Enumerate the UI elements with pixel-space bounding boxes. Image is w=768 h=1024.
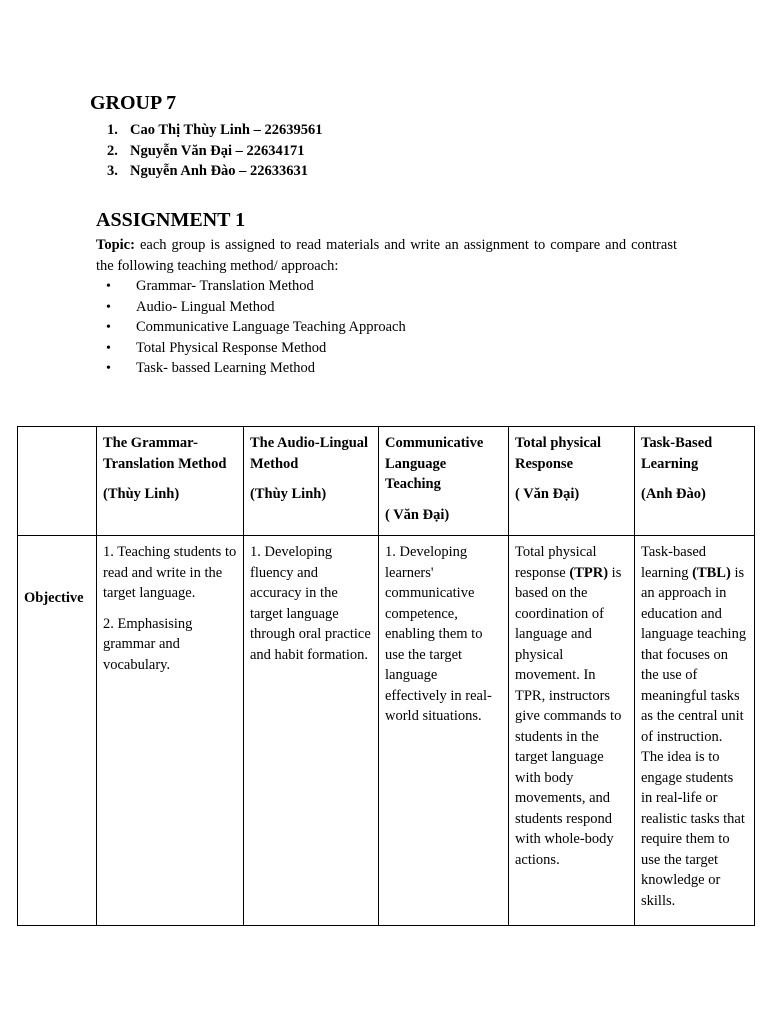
header-author: (Anh Đào) [641,486,706,502]
topic-paragraph [96,235,677,276]
table-cell-tpr [509,536,635,926]
bullet-icon: • [106,361,111,376]
cell-paragraph: 1. Teaching students to read and write in the target language. [103,544,237,601]
header-cell-clt [379,427,509,536]
list-number: 3. [107,163,118,179]
member-item [107,120,322,141]
cell-text-bold: (TPR) [569,564,609,581]
method-label: Audio- Lingual Method [136,298,275,315]
table-cell-gtm [97,536,244,926]
topic-text: each group is assigned to read materials and write an assignment to compare and contrast the following teaching method/ approach: [96,237,677,274]
member-name: Nguyễn Văn Đại – 22634171 [130,142,305,159]
method-label: Grammar- Translation Method [136,278,314,294]
member-item [107,161,322,182]
header-title: Task-Based Learning [641,435,713,472]
row-label: Objective [24,590,84,607]
header-cell-alm [244,427,379,536]
header-cell-tpr [509,427,635,536]
header-title: The Audio-Lingual Method [250,435,369,472]
bullet-icon: • [106,320,111,335]
cell-text-bold: (TBL) [692,564,731,581]
cell-paragraph: 2. Emphasising grammar and vocabulary. [103,615,193,673]
bullet-icon: • [106,279,111,294]
cell-paragraph [515,542,628,870]
member-list [107,120,322,182]
method-item [106,276,406,297]
header-author: (Thùy Linh) [103,486,180,502]
cell-text: is an approach in education and language teaching that focuses on the use of meaningful tasks as the central unit of instruction. The idea is to engage students in real-life or realistic tasks that require them to use the target knowledge or skills. [641,564,747,909]
header-title: The Grammar-Translation Method [103,435,227,472]
bullet-icon: • [106,340,111,356]
list-number: 1. [107,122,118,138]
method-label: Task- bassed Learning Method [136,360,315,376]
method-item [106,297,406,318]
cell-paragraph: 1. Developing learners' communicative competence, enabling them to use the target language effectively in real-world situations. [385,544,492,724]
topic-label: Topic: [96,237,135,253]
table-header-row [18,427,755,536]
cell-paragraph: 1. Developing fluency and accuracy in the target language through oral practice and habit formation. [250,544,371,663]
cell-text: Total physical response [515,544,597,581]
header-author: ( Văn Đại) [515,486,580,502]
table-cell-clt [379,536,509,926]
cell-text: is based on the coordination of language and physical movement. In TPR, instructors give commands to students in the target language with body movements, and students respond with whole-body actions. [515,564,622,868]
comparison-table [17,426,755,926]
header-cell-tbl [635,427,755,536]
method-label: Total Physical Response Method [136,339,327,356]
method-item [106,358,406,379]
method-list [106,276,406,379]
header-author: (Thùy Linh) [250,486,327,502]
list-number: 2. [107,142,118,159]
group-title: GROUP 7 [90,92,177,114]
header-cell-gtm [97,427,244,536]
bullet-icon: • [106,299,111,315]
header-cell-empty [18,427,97,536]
method-item [106,338,406,359]
table-cell-tbl [635,536,755,926]
cell-text: Task-based learning [641,544,707,581]
member-name: Cao Thị Thùy Linh – 22639561 [130,122,323,138]
member-name: Nguyễn Anh Đào – 22633631 [130,163,309,179]
header-title: Total physical Response [515,435,602,472]
row-label-cell [18,536,97,926]
assignment-title: ASSIGNMENT 1 [96,209,246,231]
header-title: Communicative Language Teaching [385,435,484,492]
table-row [18,536,755,926]
method-item [106,317,406,338]
member-item [107,141,322,162]
table-cell-alm [244,536,379,926]
header-author: ( Văn Đại) [385,506,450,523]
cell-paragraph [641,542,748,911]
method-label: Communicative Language Teaching Approach [136,319,406,335]
